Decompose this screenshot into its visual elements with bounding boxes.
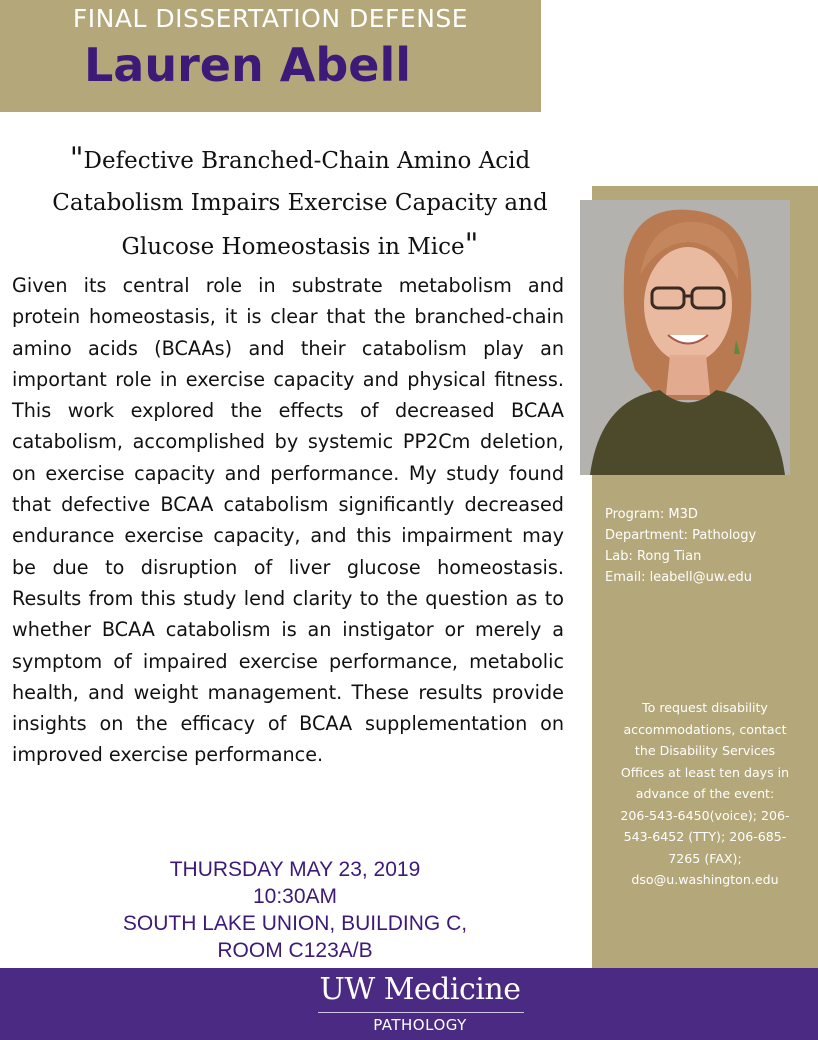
title-line-1: "Defective Branched-Chain Amino Acid — [69, 141, 531, 176]
open-quote: " — [69, 141, 84, 176]
contact-info — [605, 504, 805, 588]
dissertation-title — [20, 138, 580, 268]
footer-divider — [318, 1012, 524, 1013]
email-label: Email: leabell@uw.edu — [605, 570, 752, 585]
presenter-photo — [580, 200, 790, 475]
footer-department: PATHOLOGY — [373, 1016, 467, 1034]
title-line-2: Catabolism Impairs Exercise Capacity and — [52, 190, 548, 216]
event-details — [80, 856, 510, 964]
dso-email: dso@u.washington.edu — [631, 872, 779, 887]
title-line-3: Glucose Homeostasis in Mice" — [121, 227, 479, 262]
presenter-name: Lauren Abell — [84, 38, 412, 92]
event-date: THURSDAY MAY 23, 2019 — [169, 858, 421, 881]
event-location-line-1: SOUTH LAKE UNION, BUILDING C, — [122, 912, 468, 935]
lab-label: Lab: Rong Tian — [605, 549, 702, 564]
event-kicker: FINAL DISSERTATION DEFENSE — [72, 4, 469, 33]
uw-medicine-logo: UW Medicine — [319, 972, 521, 1007]
program-label: Program: M3D — [605, 507, 698, 522]
department-label: Department: Pathology — [605, 528, 757, 543]
event-time: 10:30AM — [252, 885, 338, 908]
event-location-line-2: ROOM C123A/B — [217, 939, 373, 962]
abstract-text: Given its central role in substrate metabolism and protein homeostasis, it is clear that the branched-chain amino acids (BCAAs) and their catabolism play an important role in exercise capacity and physical fitness. This work explored the effects of decreased BCAA catabolism, accomplished by systemic PP2Cm deletion, on exercise capacity and performance. My study found that defective BCAA catabolism significantly decreased endurance exercise capacity, and this impairment may be due to disruption of liver glucose homeostasis. Results from this study lend clarity to the question as to whether BCAA catabolism is an instigator or merely a symptom of impaired exercise performance, metabolic health, and weight management. These results provide insights on the efficacy of BCAA supplementation on improved exercise performance. — [12, 274, 564, 767]
portrait-image — [580, 200, 790, 475]
accessibility-note: To request disability accommodations, contact the Disability Services Offices at least ten days in advance of the event: 206-543-6450(voice); 206- 543-6452 (TTY); 206-685- 7265 (FAX); dso@u.washington.edu — [600, 697, 810, 891]
close-quote: " — [464, 227, 479, 262]
